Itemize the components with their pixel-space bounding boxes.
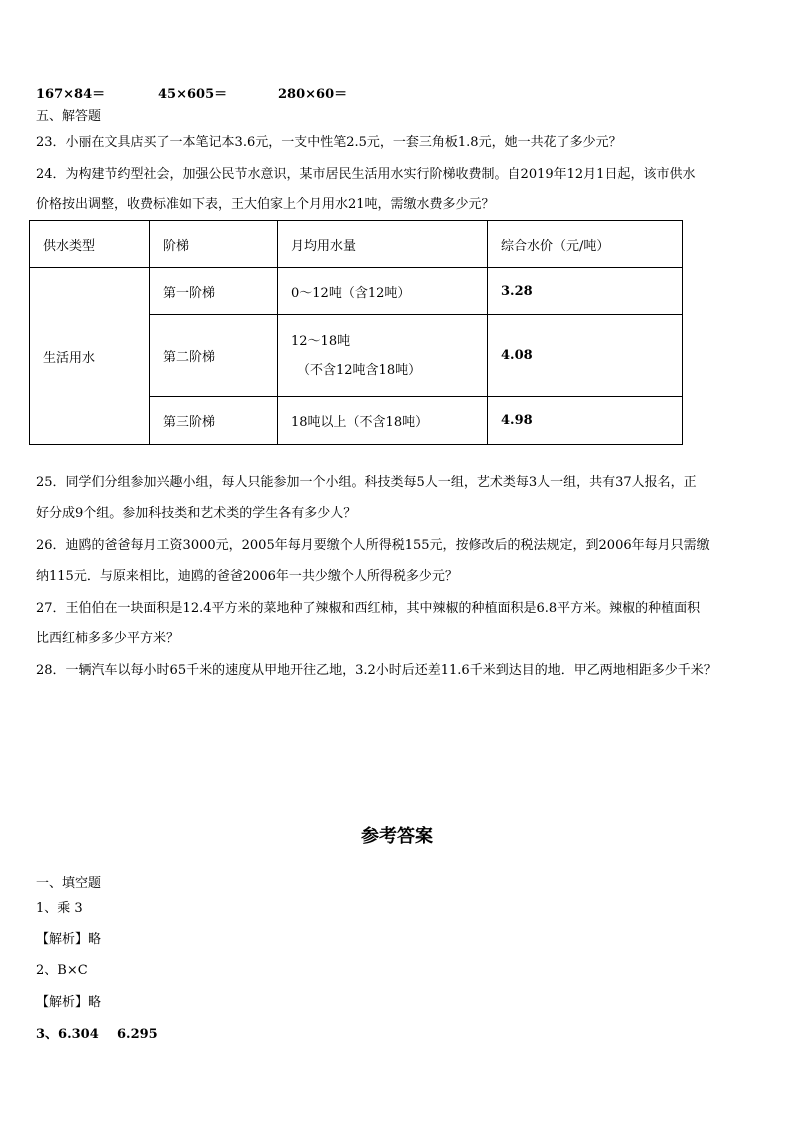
answers-section-1: 一、填空题 xyxy=(36,876,102,891)
question-25-line-1: 25．同学们分组参加兴趣小组，每人只能参加一个小组。科技类每5人一组，艺术类每3人一组，共有37人报名，正 xyxy=(36,475,697,490)
question-26-line-2: 纳115元．与原来相比，迪鸥的爸爸2006年一共少缴个人所得税多少元？ xyxy=(36,569,458,584)
question-27-line-1: 27．王伯伯在一块面积是12.4平方米的菜地种了辣椒和西红柿，其中辣椒的种植面积是6.8平方米。辣椒的种植面积 xyxy=(36,601,701,616)
tier-range-cell xyxy=(278,315,488,397)
question-28: 28．一辆汽车以每小时65千米的速度从甲地开往乙地，3.2小时后还差11.6千米到达目的地．甲乙两地相距多少千米？ xyxy=(36,663,717,678)
question-26-line-1: 26．迪鸥的爸爸每月工资3000元，2005年每月要缴个人所得税155元，按修改后的税法规定，到2006年每月只需缴 xyxy=(36,538,710,553)
table-row xyxy=(30,268,683,315)
answer-1: 1、乘 3 xyxy=(36,901,83,916)
tier-range-cell: 0～12吨（含12吨） xyxy=(278,268,488,315)
tier-price-cell: 3.28 xyxy=(488,268,683,315)
table-header-cell: 综合水价（元/吨） xyxy=(488,221,683,268)
tier-price-cell: 4.98 xyxy=(488,397,683,445)
answer-3-value-2: 6.295 xyxy=(117,1027,158,1042)
table-header-cell: 供水类型 xyxy=(30,221,150,268)
answer-1-analysis: 【解析】略 xyxy=(36,932,102,947)
answer-3: 3、6.304 xyxy=(36,1027,99,1042)
table-header-cell: 阶梯 xyxy=(150,221,278,268)
tier-name-cell: 第二阶梯 xyxy=(150,315,278,397)
question-27-line-2: 比西红柿多多少平方米？ xyxy=(36,631,180,646)
tier-range-cell: 18吨以上（不含18吨） xyxy=(278,397,488,445)
calc-item-3: 280×60＝ xyxy=(278,87,348,102)
water-type-cell: 生活用水 xyxy=(30,268,150,445)
calc-item-1: 167×84＝ xyxy=(36,87,106,102)
table-header-cell: 月均用水量 xyxy=(278,221,488,268)
tier-range-line-1: 12～18吨 xyxy=(291,333,351,349)
question-23: 23．小丽在文具店买了一本笔记本3.6元，一支中性笔2.5元，一套三角板1.8元，她一共花了多少元？ xyxy=(36,135,622,150)
tier-name-cell: 第一阶梯 xyxy=(150,268,278,315)
water-price-table xyxy=(29,220,683,445)
answer-2-analysis: 【解析】略 xyxy=(36,995,102,1010)
question-25-line-2: 好分成9个组。参加科技类和艺术类的学生各有多少人？ xyxy=(36,506,357,521)
question-24-line-2: 价格按出调整，收费标准如下表，王大伯家上个月用水21吨，需缴水费多少元？ xyxy=(36,197,495,212)
table-header-row xyxy=(30,221,683,268)
answer-2: 2、B×C xyxy=(36,963,88,978)
tier-name-cell: 第三阶梯 xyxy=(150,397,278,445)
question-24-line-1: 24．为构建节约型社会，加强公民节水意识，某市居民生活用水实行阶梯收费制。自2019年12月1日起，该市供水 xyxy=(36,167,696,182)
section-title-5: 五、解答题 xyxy=(36,109,102,124)
tier-range-line-2: （不含12吨含18吨） xyxy=(297,362,422,378)
tier-price-cell: 4.08 xyxy=(488,315,683,397)
answers-title: 参考答案 xyxy=(361,826,433,847)
calc-item-2: 45×605＝ xyxy=(158,87,228,102)
